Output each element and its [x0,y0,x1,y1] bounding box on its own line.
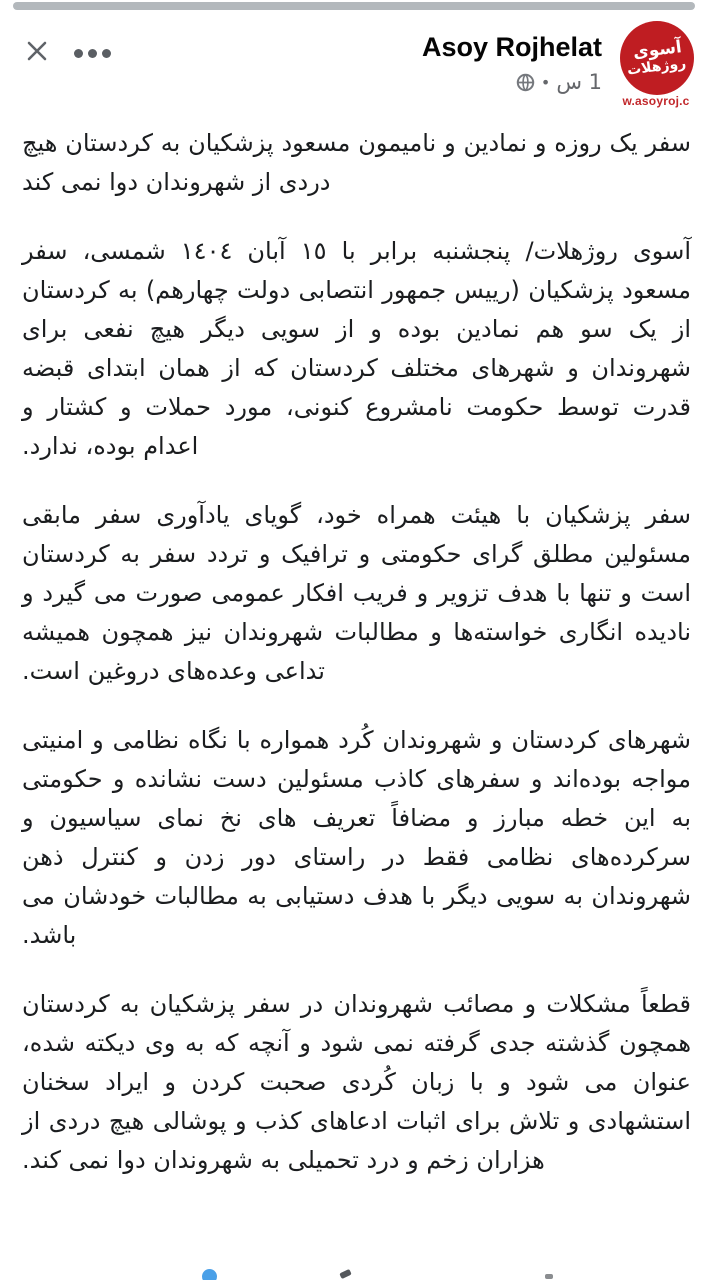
post-paragraph: قطعاً مشکلات و مصائب شهروندان در سفر پزشکیان به کردستان همچون گذشته جدی گرفته نمی شود و آنچه که به وی دیکته شده، عنوان می شود و با زبان کُردی صحبت کردن و ایراد سخنان استشهادی و تلاش برای اثبات ادعاهای کذب و پوشالی هیچ دردی از هزاران زخم و درد تحمیلی به شهروندان دوا نمی کند. [22,990,691,1174]
close-button[interactable] [22,36,52,66]
page-name[interactable]: Asoy Rojhelat [421,32,602,62]
post-paragraph: سفر پزشکیان با هیئت همراه خود، گویای یادآوری سفر مابقی مسئولین مطلق گرای حکومتی و ترافیک و تردد سفر به کردستان است و تنها با هدف تزویر و فریب افکار عمومی صورت می گیرد و نادیده انگاری خواسته‌ها و مطالبات شهروندان نیز همچون همیشه تداعی وعده‌های دروغین است. [22,501,691,685]
avatar-calligraphy: روژهلات [626,55,688,79]
post-meta [516,70,602,94]
cutoff-text-fragment [545,1274,553,1279]
more-options-icon [102,49,111,58]
close-icon [22,36,52,66]
post-paragraph: شهرهای کردستان و شهروندان کُرد همواره با نگاه نظامی و امنیتی مواجه بوده‌اند و سفرهای کاذب مسئولین دست نشانده و حکومتی به این خطه مبارز و مضافاً تعریف های نخ نمای سیاسیون و سرکرده‌های نظامی فقط در راستای دور زدن و کنترل ذهن شهروندان به سویی دیگر با هدف دستیابی به مطالبات خودشان می باشد. [22,726,691,949]
page-avatar[interactable] [620,21,694,95]
cutoff-text-fragment [339,1269,352,1279]
avatar-calligraphy: آسوی [631,37,683,63]
post-text [22,124,691,1210]
more-options-button[interactable] [74,44,111,62]
timestamp[interactable]: 1 س [556,70,602,94]
top-progress-bar [13,2,695,10]
cutoff-blue-emoji [202,1269,217,1280]
post-paragraph: آسوی روژهلات/ پنجشنبه برابر با ١٥ آبان ١٤٠٤ شمسی، سفر مسعود پزشکیان (رییس جمهور انتصابی دولت چهارهم) به کردستان از یک سو هم نمادین بوده و از سویی دیگر هیچ نفعی برای شهروندان و شهرهای مختلف کردستان که از همان ابتدای قبضه قدرت توسط حکومت نامشروع کنونی، مورد حملات و کشتار و اعدام بوده، ندارد. [22,237,691,460]
globe-icon [516,73,535,92]
post-paragraph: سفر یک روزه و نمادین و نامیمون مسعود پزشکیان به کردستان هیچ دردی از شهروندان دوا نمی کند [22,129,691,196]
meta-separator: • [540,72,551,92]
avatar-url-caption: w.asoyroj.c [622,94,690,108]
more-options-icon [74,49,83,58]
more-options-icon [88,49,97,58]
